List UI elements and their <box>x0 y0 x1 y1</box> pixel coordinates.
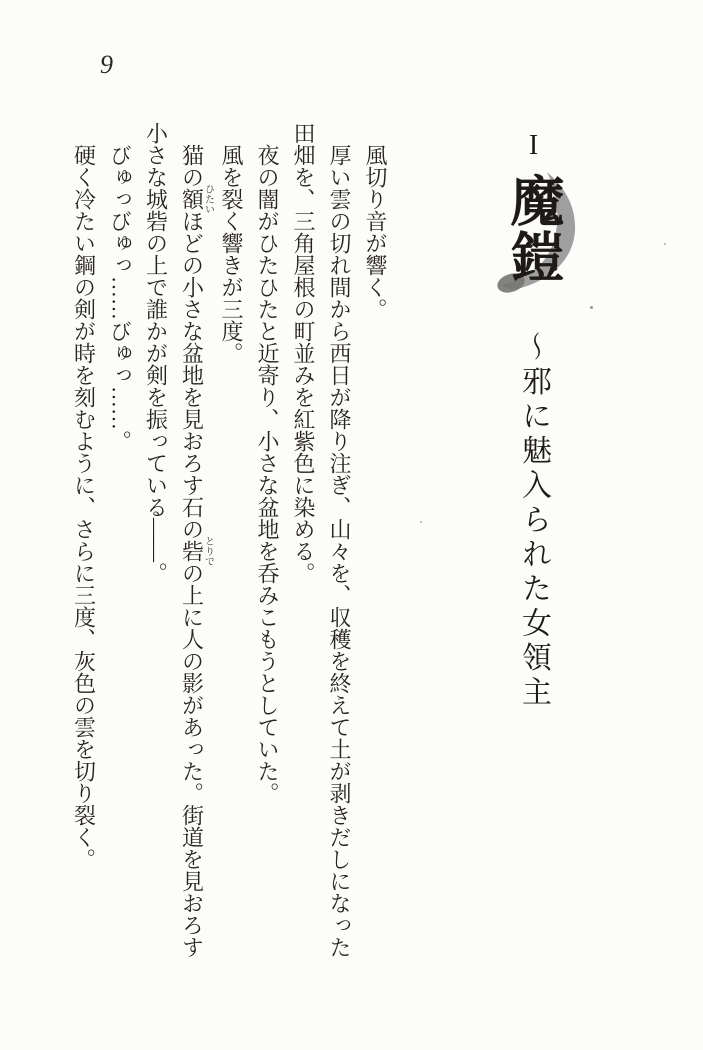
scan-speck <box>664 243 666 245</box>
paragraph: 硬く冷たい鋼の剣が時を刻むように、さらに三度、灰色の雲を切り裂く。 <box>71 144 97 870</box>
chapter-subtitle: ～邪に魅入られた女領主 <box>517 331 550 711</box>
paragraph: 風を裂く響きが三度。 <box>219 144 244 364</box>
paragraph: 厚い雲の切れ間から西日が降り注ぎ、山々を、収穫を終えて土が剥きだしになった田畑を、三角屋根の町並みを紅紫色に染める。 <box>291 122 352 958</box>
body-text <box>66 122 394 962</box>
paragraph: 風切り音が響く。 <box>363 144 388 320</box>
paragraph: びゅっびゅっ……びゅっ……。 <box>107 144 133 452</box>
ruby-annotated-word: 額ひたい <box>179 184 214 214</box>
page-number: 9 <box>100 50 113 79</box>
scan-speck <box>590 306 593 309</box>
chapter-numeral: I <box>518 130 549 161</box>
paragraph: 夜の闇がひたひたと近寄り、小さな盆地を呑みこもうとしていた。 <box>255 144 280 804</box>
ruby-annotated-word: 砦とりで <box>179 536 214 566</box>
scan-speck <box>420 521 422 523</box>
chapter-heading <box>495 130 572 730</box>
paragraph: 猫の額ひたいほどの小さな盆地を見おろす石の砦とりでの上に人の影があった。街道を見おろす小さな城砦の上で誰かが剣を振っている――。 <box>143 122 214 958</box>
chapter-title-calligraphy: 魔鎧 <box>503 173 563 285</box>
